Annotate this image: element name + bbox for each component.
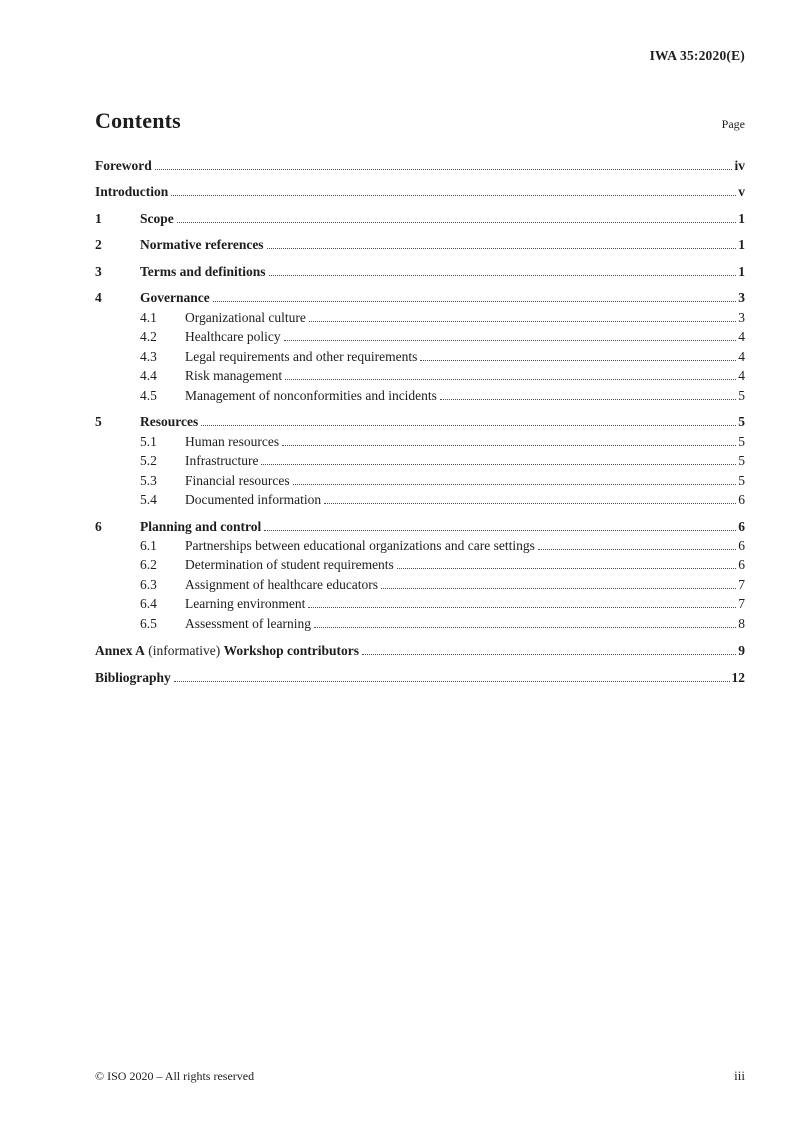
toc-entry [95,329,745,345]
toc-entry [95,473,745,489]
toc-leader-dots [264,530,736,531]
toc-entry-page: 1 [738,263,745,279]
toc-leader-dots [381,588,736,589]
toc-entry [95,184,745,200]
toc-entry-number: 6.4 [140,596,157,612]
toc-entry-label: Documented information [185,492,322,508]
toc-entry-page: 6 [738,557,745,573]
toc-leader-dots [269,275,737,276]
toc-entry-page: 12 [731,669,745,685]
toc-leader-dots [324,503,736,504]
toc-entry-label: Terms and definitions [140,263,266,279]
toc-leader-dots [397,568,736,569]
toc-entry-number: 5.1 [140,433,157,449]
toc-entry-number: 4.5 [140,387,157,403]
toc-entry-number: 5.2 [140,453,157,469]
toc-leader-dots [261,464,736,465]
toc-entry [95,349,745,365]
footer-page-number: iii [734,1068,745,1083]
toc-entry-number: 4.4 [140,368,157,384]
toc-entry-number: 3 [95,263,102,279]
toc-leader-dots [420,360,736,361]
toc-entry-label: Foreword [95,158,152,173]
toc-leader-dots [285,379,736,380]
toc-entry-page: 5 [738,453,745,469]
toc-entry-page: v [738,184,745,200]
toc-entry-page: 6 [738,518,745,534]
page-title: Contents [95,108,181,133]
toc-entry-label: Healthcare policy [185,329,281,345]
toc-entry-page: 8 [738,615,745,631]
toc-entry-page: 4 [738,348,745,364]
table-of-contents [95,108,745,686]
toc-entry [95,616,745,632]
toc-entry-number: 4.2 [140,329,157,345]
toc-entry [95,538,745,554]
toc-entry [95,237,745,253]
page-column-label: Page [721,117,745,131]
toc-entry-label: Normative references [140,237,264,253]
toc-entry-label: Bibliography [95,669,171,685]
toc-entry [95,519,745,535]
toc-entry-page: 1 [738,210,745,226]
toc-entry-page: 5 [738,414,745,430]
toc-entry-page: 3 [738,309,745,325]
toc-entry-page: 4 [738,329,745,345]
toc-leader-dots [201,425,736,426]
toc-entry-page: 3 [738,290,745,306]
toc-leader-dots [314,627,736,628]
toc-entry-number: 6.5 [140,615,157,631]
toc-entry [95,211,745,227]
toc-entry [95,388,745,404]
toc-entry-page: 4 [738,368,745,384]
toc-entry-page: 9 [738,643,745,659]
toc-entry [95,577,745,593]
toc-entry-number: 6.2 [140,557,157,573]
toc-entry [95,596,745,612]
toc-entry-page: 7 [738,596,745,612]
toc-entry [95,643,745,659]
toc-entry-number: 4.3 [140,348,157,364]
toc-leader-dots [309,321,736,322]
toc-entry-label: Governance [140,290,210,306]
toc-leader-dots [282,445,736,446]
toc-entry [95,290,745,306]
toc-entry-number: 6.3 [140,576,157,592]
toc-entry-page: 1 [738,237,745,253]
toc-entry-label: Planning and control [140,518,262,534]
toc-leader-dots [171,195,736,196]
toc-entry-number: 1 [95,210,102,226]
toc-entry [95,453,745,469]
toc-entry-label: Scope [140,210,174,226]
toc-entry-label: Determination of student requirements [185,557,394,573]
toc-leader-dots [362,654,736,655]
toc-leader-dots [213,301,737,302]
toc-entry-page: 6 [738,537,745,553]
toc-leader-dots [293,484,737,485]
toc-entry [95,434,745,450]
toc-entry-label: Infrastructure [185,453,259,469]
toc-entry-page: 5 [738,472,745,488]
toc-entry-label: Management of nonconformities and incidents [185,387,437,403]
toc-entry-page: 7 [738,576,745,592]
document-code-header: IWA 35:2020(E) [649,48,745,63]
toc-entry-page: iv [734,158,745,173]
toc-entry-label: Assignment of healthcare educators [185,576,379,592]
toc-entry-label: Assessment of learning [185,615,311,631]
toc-leader-dots [174,681,730,682]
toc-entry [95,557,745,573]
toc-entry-number: 5 [95,414,102,430]
toc-leader-dots [267,248,737,249]
toc-leader-dots [155,169,733,170]
toc-entry-number: 5.3 [140,472,157,488]
toc-entry-label: Partnerships between educational organizations and care settings [185,537,535,553]
toc-entry-page: 5 [738,433,745,449]
toc-leader-dots [308,607,736,608]
toc-list [95,158,745,686]
toc-entry-number: 4.1 [140,309,157,325]
toc-entry-label: Risk management [185,368,283,384]
toc-leader-dots [284,340,737,341]
page-footer [95,1068,745,1084]
toc-entry-label: Learning environment [185,596,306,612]
toc-leader-dots [177,222,737,223]
toc-leader-dots [440,399,736,400]
toc-entry-number: 5.4 [140,492,157,508]
toc-entry [95,670,745,686]
toc-leader-dots [538,549,736,550]
toc-entry-label: Human resources [185,433,280,449]
toc-entry-number: 6 [95,518,102,534]
toc-entry-number: 2 [95,237,102,253]
toc-entry-page: 5 [738,387,745,403]
toc-entry [95,414,745,430]
toc-entry-label: Legal requirements and other requirements [185,348,418,364]
toc-entry [95,264,745,280]
toc-entry-number: 6.1 [140,537,157,553]
toc-entry-number: 4 [95,290,102,306]
toc-entry [95,368,745,384]
contents-title-row [95,108,745,134]
footer-copyright: © ISO 2020 – All rights reserved [95,1069,255,1083]
toc-entry-label: Financial resources [185,472,290,488]
toc-entry [95,158,745,174]
toc-entry-label: Introduction [95,184,169,200]
toc-entry [95,492,745,508]
toc-entry [95,310,745,326]
toc-entry-label: Organizational culture [185,309,306,325]
toc-entry-page: 6 [738,492,745,508]
toc-entry-label: Resources [140,414,199,430]
toc-entry-label: Annex A (informative) Workshop contributors [95,643,360,659]
